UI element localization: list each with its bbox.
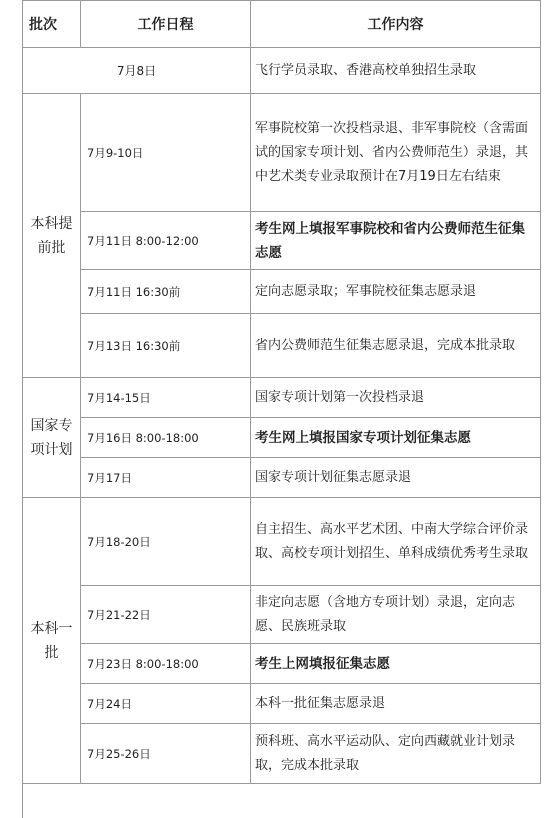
schedule-cell: 7月18-20日 — [81, 498, 251, 586]
batch-cell: 本科提前批 — [23, 94, 81, 378]
table-row — [23, 498, 541, 586]
schedule-cell: 7月13日 16:30前 — [81, 314, 251, 378]
table-row — [23, 94, 541, 212]
schedule-cell: 7月16日 8:00-18:00 — [81, 418, 251, 458]
content-cell: 飞行学员录取、香港高校单独招生录取 — [251, 48, 541, 94]
content-cell: 非定向志愿（含地方专项计划）录退，定向志愿、民族班录取 — [251, 586, 541, 644]
table-row — [23, 314, 541, 378]
schedule-cell: 7月8日 — [23, 48, 251, 94]
header-content: 工作内容 — [251, 1, 541, 48]
schedule-cell: 7月9-10日 — [81, 94, 251, 212]
schedule-cell: 7月11日 8:00-12:00 — [81, 212, 251, 270]
schedule-cell: 7月25-26日 — [81, 724, 251, 784]
left-margin — [0, 0, 23, 818]
right-margin — [540, 0, 550, 818]
content-cell: 军事院校第一次投档录退、非军事院校（含需面试的国家专项计划、省内公费师范生）录退，其中艺术类专业录取预计在7月19日左右结束 — [251, 94, 541, 212]
batch-cell: 本科一批 — [23, 498, 81, 784]
schedule-cell: 7月24日 — [81, 684, 251, 724]
table-row — [23, 586, 541, 644]
table-row — [23, 684, 541, 724]
schedule-cell: 7月14-15日 — [81, 378, 251, 418]
content-cell: 国家专项计划征集志愿录退 — [251, 458, 541, 498]
table-row — [23, 48, 541, 94]
content-cell: 考生网上填报军事院校和省内公费师范生征集志愿 — [251, 212, 541, 270]
schedule-cell: 7月21-22日 — [81, 586, 251, 644]
content-cell: 预科班、高水平运动队、定向西藏就业计划录取，完成本批录取 — [251, 724, 541, 784]
header-row — [23, 1, 541, 48]
header-batch: 批次 — [23, 1, 81, 48]
table-row — [23, 724, 541, 784]
table-row — [23, 378, 541, 418]
table-row — [23, 644, 541, 684]
batch-cell: 国家专项计划 — [23, 378, 81, 498]
schedule-cell: 7月23日 8:00-18:00 — [81, 644, 251, 684]
content-cell: 考生网上填报国家专项计划征集志愿 — [251, 418, 541, 458]
schedule-cell: 7月17日 — [81, 458, 251, 498]
table-row — [23, 458, 541, 498]
table-row — [23, 212, 541, 270]
table-row — [23, 418, 541, 458]
content-cell: 自主招生、高水平艺术团、中南大学综合评价录取、高校专项计划招生、单科成绩优秀考生录取 — [251, 498, 541, 586]
content-cell: 省内公费师范生征集志愿录退，完成本批录取 — [251, 314, 541, 378]
table-row — [23, 270, 541, 314]
content-cell: 国家专项计划第一次投档录退 — [251, 378, 541, 418]
admission-schedule-table — [22, 0, 541, 784]
content-cell: 定向志愿录取；军事院校征集志愿录退 — [251, 270, 541, 314]
header-schedule: 工作日程 — [81, 1, 251, 48]
content-cell: 考生上网填报征集志愿 — [251, 644, 541, 684]
content-cell: 本科一批征集志愿录退 — [251, 684, 541, 724]
schedule-cell: 7月11日 16:30前 — [81, 270, 251, 314]
